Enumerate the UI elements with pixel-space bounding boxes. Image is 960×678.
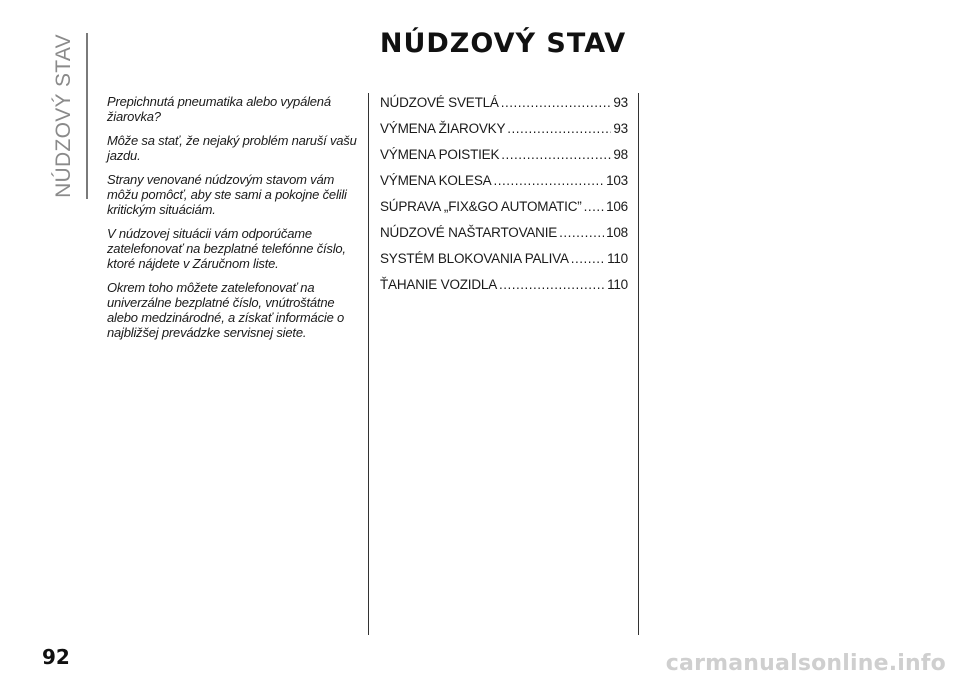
intro-column <box>107 94 362 349</box>
intro-paragraph: V núdzovej situácii vám odporúčame zatelefonovať na bezplatné telefónne číslo, ktoré nájdete v Záručnom liste. <box>107 226 346 271</box>
watermark: carmanualsonline.info <box>665 651 946 676</box>
toc-leader-dots <box>559 224 604 241</box>
toc-entry-page: 103 <box>606 173 628 188</box>
toc-leader-dots <box>571 250 605 267</box>
toc-entry-label: VÝMENA ŽIAROVKY <box>380 121 506 136</box>
toc-entry[interactable] <box>380 250 628 276</box>
toc-entry-page: 93 <box>613 95 628 110</box>
intro-paragraph: Môže sa stať, že nejaký problém naruší vašu jazdu. <box>107 133 357 163</box>
intro-paragraph: Strany venované núdzovým stavom vám môžu pomôcť, aby ste sami a pokojne čelili kritickým situáciám. <box>107 172 347 217</box>
page-number: 92 <box>42 645 70 669</box>
toc-entry[interactable] <box>380 276 628 302</box>
toc-entry-page: 98 <box>613 147 628 162</box>
toc-entry-page: 110 <box>607 277 628 292</box>
page-title: NÚDZOVÝ STAV <box>379 28 627 59</box>
toc-entry-label: SYSTÉM BLOKOVANIA PALIVA <box>380 251 569 266</box>
section-side-label-text: NÚDZOVÝ STAV <box>52 34 75 198</box>
toc-entry[interactable] <box>380 146 628 172</box>
table-of-contents <box>380 94 628 302</box>
toc-entry-page: 110 <box>607 251 628 266</box>
toc-entry[interactable] <box>380 198 628 224</box>
toc-entry[interactable] <box>380 120 628 146</box>
column-divider <box>638 93 639 635</box>
toc-entry-label: VÝMENA POISTIEK <box>380 147 500 162</box>
toc-leader-dots <box>507 120 611 137</box>
toc-entry-label: SÚPRAVA „FIX&GO AUTOMATIC” <box>380 199 582 214</box>
toc-entry[interactable] <box>380 94 628 120</box>
toc-entry-label: NÚDZOVÉ NAŠTARTOVANIE <box>380 225 558 240</box>
toc-leader-dots <box>501 94 612 111</box>
intro-paragraph: Prepichnutá pneumatika alebo vypálená žiarovka? <box>107 94 331 124</box>
toc-leader-dots <box>501 146 611 163</box>
toc-entry[interactable] <box>380 224 628 250</box>
section-side-label <box>50 33 78 199</box>
toc-leader-dots <box>493 172 604 189</box>
toc-entry-label: ŤAHANIE VOZIDLA <box>380 277 498 292</box>
toc-entry-page: 106 <box>606 199 628 214</box>
toc-leader-dots <box>584 198 604 215</box>
toc-entry[interactable] <box>380 172 628 198</box>
toc-entry-label: VÝMENA KOLESA <box>380 173 492 188</box>
toc-leader-dots <box>499 276 605 293</box>
toc-entry-label: NÚDZOVÉ SVETLÁ <box>380 95 499 110</box>
column-divider <box>368 93 369 635</box>
side-rule <box>86 33 88 199</box>
toc-entry-page: 108 <box>606 225 628 240</box>
intro-paragraph: Okrem toho môžete zatelefonovať na univerzálne bezplatné číslo, vnútroštátne alebo medzinárodné, a získať informácie o najbližšej prevádzke servisnej siete. <box>107 280 345 340</box>
toc-entry-page: 93 <box>613 121 628 136</box>
